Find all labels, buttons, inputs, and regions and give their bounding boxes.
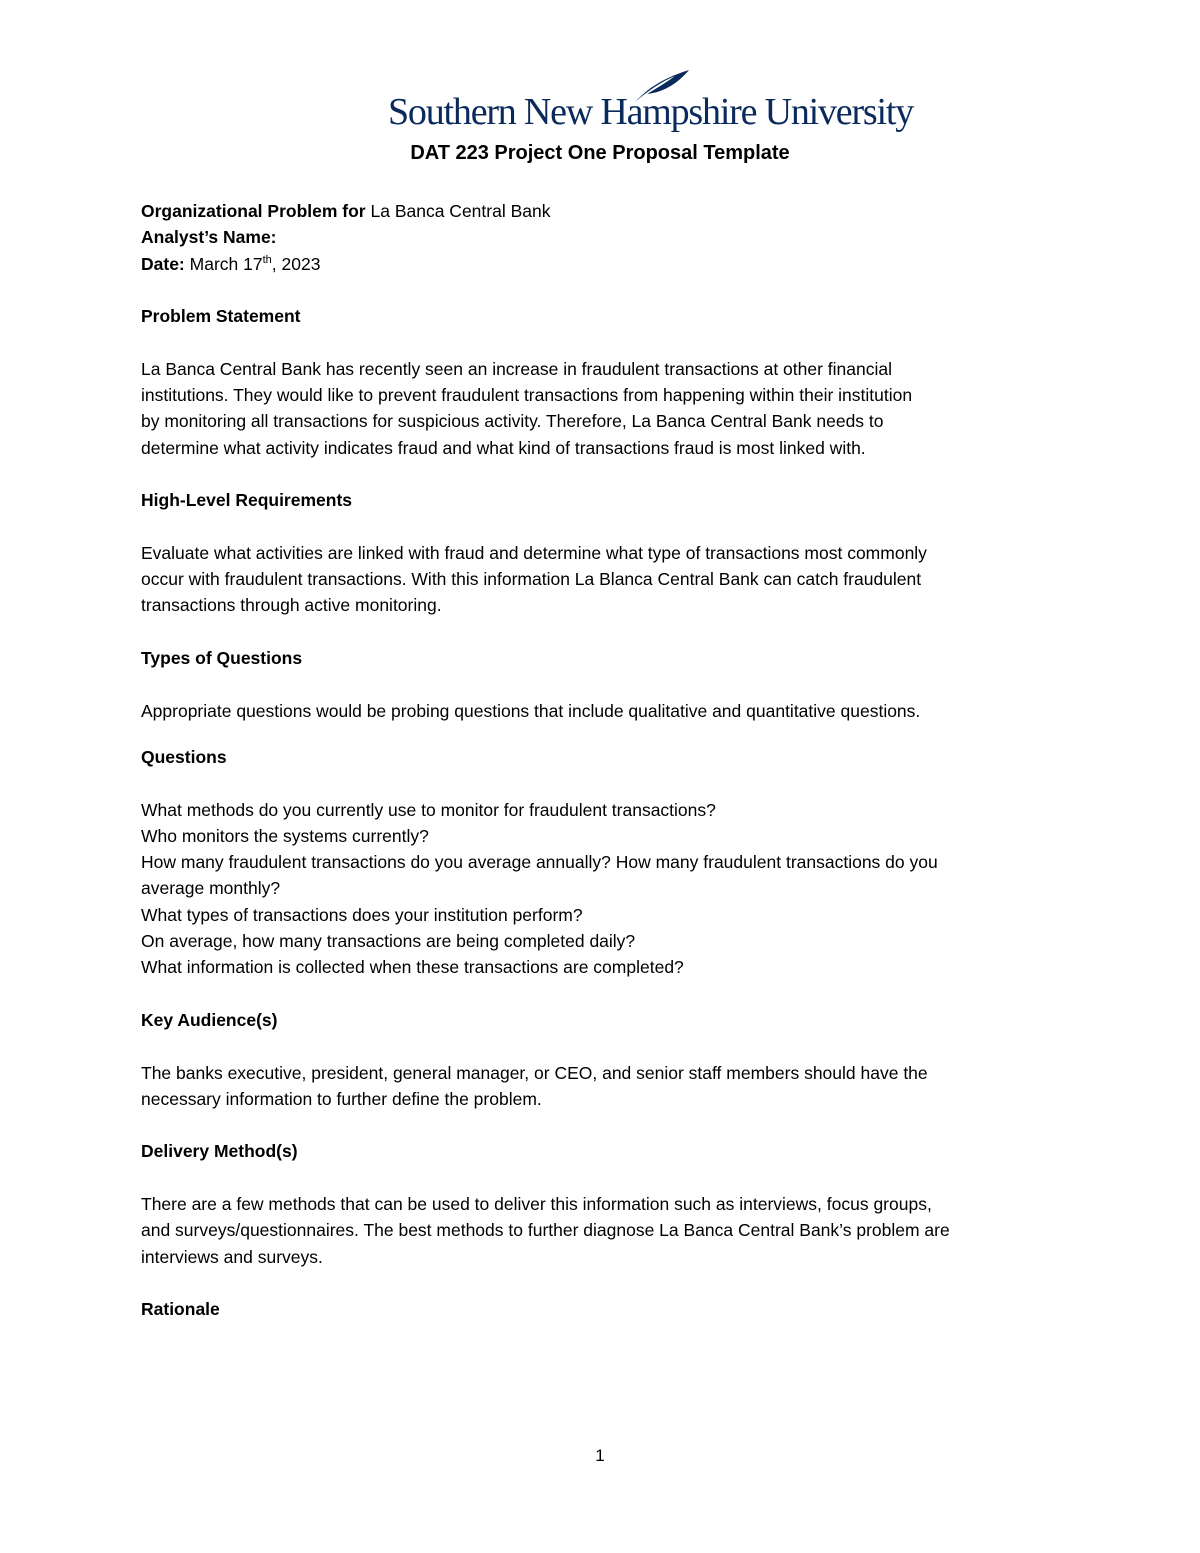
questions-heading: Questions bbox=[141, 746, 227, 767]
problem-line: La Banca Central Bank has recently seen an increase in fraudulent transactions at other financial bbox=[141, 358, 893, 379]
requirements-line: occur with fraudulent transactions. With this information La Blanca Central Bank can catch fraudulent bbox=[141, 569, 922, 590]
delivery-line: and surveys/questionnaires. The best methods to further diagnose La Banca Central Bank’s problem are bbox=[141, 1220, 950, 1241]
date-value-pre: March 17 bbox=[189, 253, 263, 274]
university-logo bbox=[384, 68, 914, 138]
problem-line: determine what activity indicates fraud and what kind of transactions fraud is most linked with. bbox=[141, 437, 866, 458]
delivery-heading: Delivery Method(s) bbox=[141, 1141, 298, 1162]
requirements-line: Evaluate what activities are linked with fraud and determine what type of transactions most commonly bbox=[141, 542, 927, 563]
delivery-line: interviews and surveys. bbox=[141, 1246, 323, 1267]
audience-heading: Key Audience(s) bbox=[141, 1009, 278, 1030]
document-body bbox=[141, 198, 1061, 1322]
problem-heading: Problem Statement bbox=[141, 306, 301, 327]
question-item: How many fraudulent transactions do you average annually? How many fraudulent transactions do you bbox=[141, 852, 938, 873]
types-heading: Types of Questions bbox=[141, 648, 303, 669]
rationale-heading: Rationale bbox=[141, 1299, 220, 1320]
problem-line: institutions. They would like to prevent fraudulent transactions from happening within their institution bbox=[141, 385, 913, 406]
audience-line: necessary information to further define the problem. bbox=[141, 1088, 542, 1109]
date-value-sup: th bbox=[262, 253, 272, 266]
requirements-line: transactions through active monitoring. bbox=[141, 595, 442, 616]
types-line: Appropriate questions would be probing questions that include qualitative and quantitative questions. bbox=[141, 700, 921, 721]
page-number: 1 bbox=[595, 1446, 605, 1465]
audience-line: The banks executive, president, general manager, or CEO, and senior staff members should have the bbox=[141, 1062, 928, 1083]
org-line bbox=[141, 198, 1061, 224]
problem-line: by monitoring all transactions for suspicious activity. Therefore, La Banca Central Bank needs to bbox=[141, 411, 884, 432]
question-item: average monthly? bbox=[141, 878, 281, 899]
university-name: Southern New Hampshire University bbox=[388, 91, 914, 133]
meta-block bbox=[141, 198, 1061, 277]
document-title: DAT 223 Project One Proposal Template bbox=[410, 142, 790, 164]
problem-paragraph bbox=[141, 356, 1061, 461]
date-value-post: , 2023 bbox=[271, 253, 321, 274]
analyst-label: Analyst’s Name: bbox=[141, 227, 277, 248]
org-label: Organizational Problem for bbox=[141, 201, 366, 221]
questions-list bbox=[141, 797, 1061, 981]
question-item: On average, how many transactions are being completed daily? bbox=[141, 931, 636, 952]
requirements-heading: High-Level Requirements bbox=[141, 490, 353, 511]
question-item: What information is collected when these transactions are completed? bbox=[141, 957, 684, 978]
delivery-paragraph bbox=[141, 1191, 1061, 1270]
date-label: Date: bbox=[141, 253, 185, 274]
requirements-paragraph bbox=[141, 540, 1061, 619]
org-value: La Banca Central Bank bbox=[370, 201, 551, 221]
audience-paragraph bbox=[141, 1060, 1061, 1113]
question-item: What types of transactions does your institution perform? bbox=[141, 904, 583, 925]
date-line bbox=[141, 251, 1061, 277]
question-item: Who monitors the systems currently? bbox=[141, 825, 429, 846]
delivery-line: There are a few methods that can be used to deliver this information such as interviews, focus groups, bbox=[141, 1193, 932, 1214]
types-paragraph bbox=[141, 698, 1061, 724]
question-item: What methods do you currently use to monitor for fraudulent transactions? bbox=[141, 799, 716, 820]
